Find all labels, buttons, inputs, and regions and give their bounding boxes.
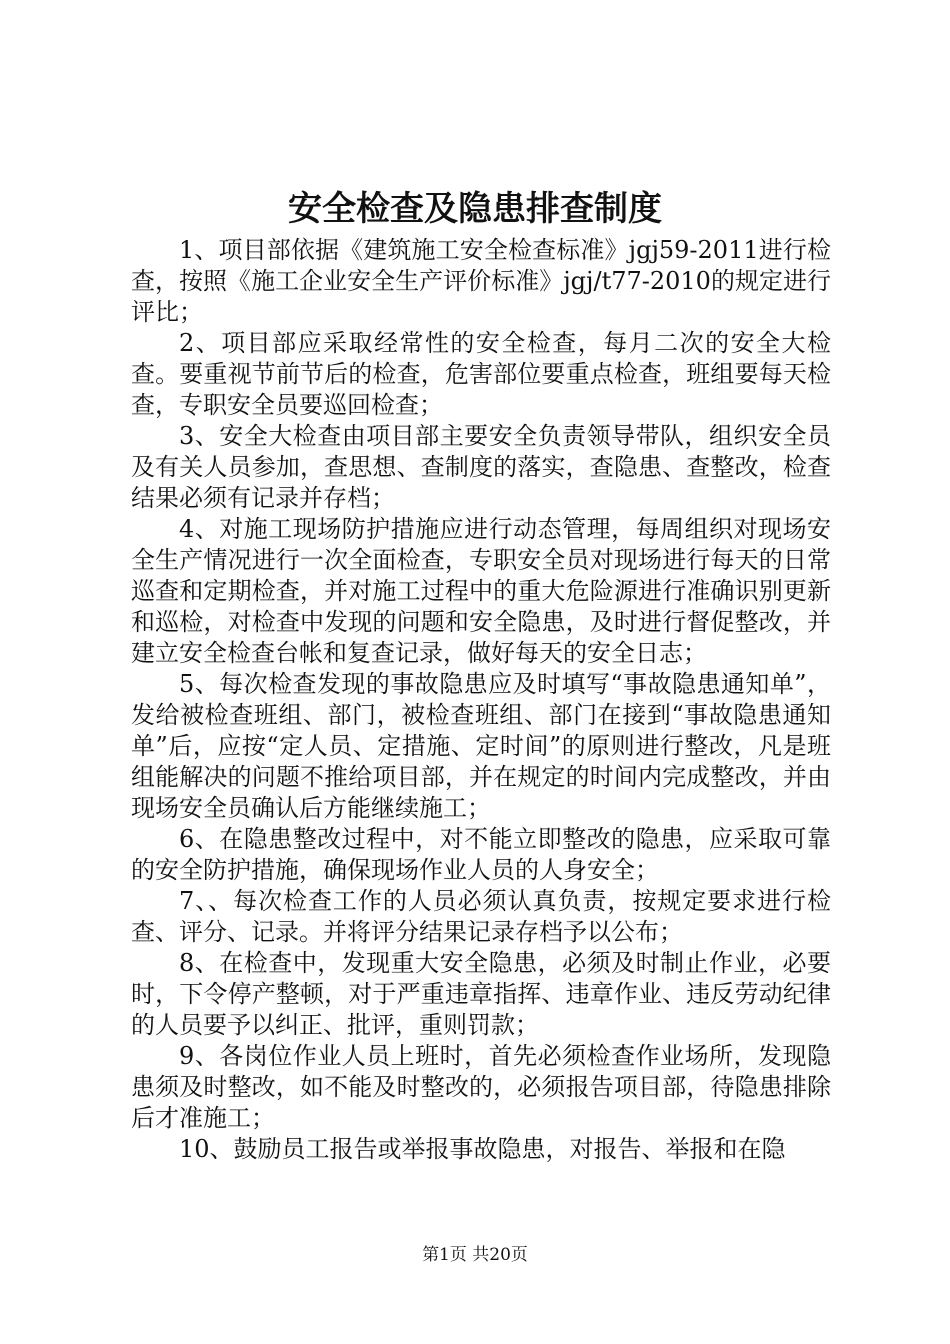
paragraph-10: 10、鼓励员工报告或举报事故隐患，对报告、举报和在隐	[179, 1135, 786, 1163]
paragraph-3: 3、安全大检查由项目部主要安全负责领导带队，组织安全员及有关人员参加，查思想、查制度的落实，查隐患、查整改，检查结果必须有记录并存档；	[131, 422, 831, 512]
paragraph-1: 1、项目部依据《建筑施工安全检查标准》jgj59-2011进行检查，按照《施工企业安全生产评价标准》jgj/t77-2010的规定进行评比；	[131, 236, 831, 326]
paragraph-7: 7、、每次检查工作的人员必须认真负责，按规定要求进行检查、评分、记录。并将评分结果记录存档予以公布；	[131, 887, 831, 946]
paragraph-8: 8、在检查中，发现重大安全隐患，必须及时制止作业，必要时，下令停产整顿，对于严重违章指挥、违章作业、违反劳动纪律的人员要予以纠正、批评，重则罚款；	[131, 949, 831, 1039]
paragraph-4: 4、对施工现场防护措施应进行动态管理，每周组织对现场安全生产情况进行一次全面检查，专职安全员对现场进行每天的日常巡查和定期检查，并对施工过程中的重大危险源进行准确识别更新和巡检，对检查中发现的问题和安全隐患，及时进行督促整改，并建立安全检查台帐和复查记录，做好每天的安全日志；	[131, 515, 831, 667]
paragraph-2: 2、项目部应采取经常性的安全检查，每月二次的安全大检查。要重视节前节后的检查，危害部位要重点检查，班组要每天检查，专职安全员要巡回检查；	[131, 329, 831, 419]
paragraph-6: 6、在隐患整改过程中，对不能立即整改的隐患，应采取可靠的安全防护措施，确保现场作业人员的人身安全；	[131, 825, 831, 884]
paragraph-9: 9、各岗位作业人员上班时，首先必须检查作业场所，发现隐患须及时整改，如不能及时整改的，必须报告项目部，待隐患排除后才准施工；	[131, 1042, 831, 1132]
page-number-footer: 第1页 共20页	[422, 1245, 528, 1265]
document-title: 安全检查及隐患排查制度	[288, 189, 662, 229]
paragraph-5: 5、每次检查发现的事故隐患应及时填写“事故隐患通知单”，发给被检查班组、部门，被检查班组、部门在接到“事故隐患通知单”后，应按“定人员、定措施、定时间”的原则进行整改，凡是班组能解决的问题不推给项目部，并在规定的时间内完成整改，并由现场安全员确认后方能继续施工；	[131, 670, 831, 822]
document-body	[131, 235, 831, 1165]
